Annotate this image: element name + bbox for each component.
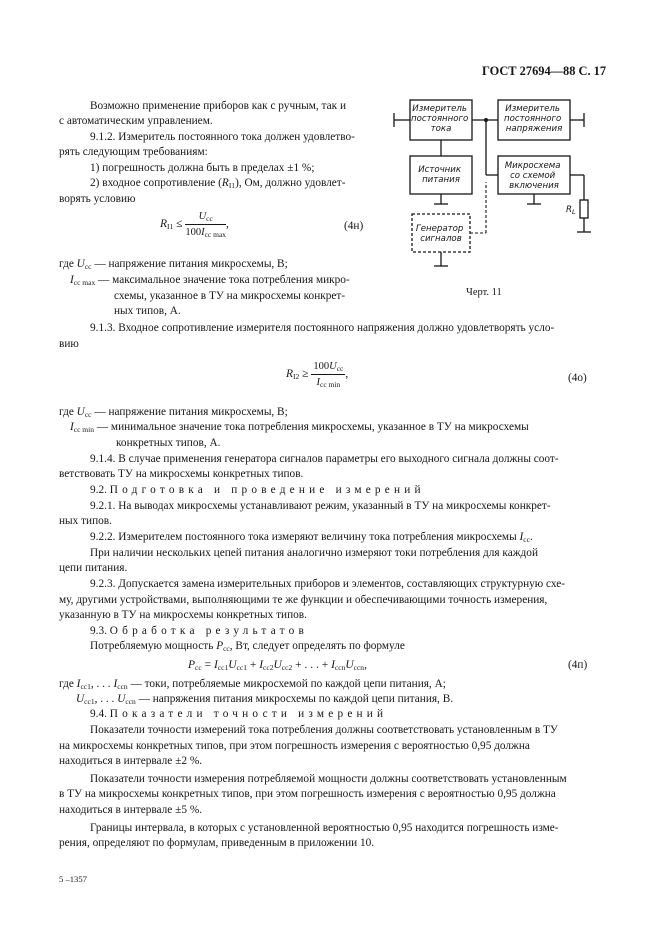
- symbol: I: [76, 678, 81, 690]
- box4-label: Микросхема со схемой включения: [504, 161, 561, 191]
- paragraph-line: 1) погрешность должна быть в пределах ±1 %;: [90, 162, 315, 174]
- subscript: cc1: [236, 663, 247, 672]
- heading-number: 9.2.: [90, 484, 107, 496]
- formula-relation: ≤: [176, 218, 183, 231]
- text-run: , . . .: [94, 693, 115, 705]
- resistor-rl: [580, 200, 588, 218]
- page-header: ГОСТ 27694—88 С. 17: [482, 64, 607, 78]
- formula-tail: ,: [226, 218, 229, 231]
- paragraph-line: указанную в ТУ на микросхемы конкретных типов.: [59, 609, 307, 621]
- paragraph-line: Показатели точности измерения потребляемой мощности должны соответствовать установленным: [90, 773, 567, 785]
- formula-symbol: R: [286, 368, 294, 381]
- page-footer: 5 –1357: [59, 874, 87, 884]
- equation-number: (4п): [568, 659, 588, 671]
- subscript: cc: [206, 214, 213, 223]
- paragraph-line: находиться в интервале ±2 %.: [59, 755, 203, 767]
- subscript: cc: [523, 535, 530, 544]
- block-diagram: [390, 94, 605, 284]
- formula-symbol: U: [273, 659, 282, 671]
- numerator: [185, 210, 226, 225]
- paragraph-line: 9.1.4. В случае применения генератора сигналов параметры его выходного сигнала должны соот-: [90, 453, 559, 465]
- paragraph-line: Показатели точности измерений тока потребления должны соответствовать установленным в ТУ: [90, 724, 558, 736]
- symbol: I: [70, 421, 74, 433]
- paragraph-line: При наличии нескольких цепей питания аналогично измеряют токи потребления для каждой: [90, 547, 538, 559]
- heading-text: Показатели точности измерений: [109, 708, 388, 720]
- subscript: cc: [223, 644, 230, 653]
- paragraph-line: цепи питания.: [59, 562, 128, 574]
- paragraph-line: ных типов.: [59, 515, 112, 527]
- formula-relation: ≥: [302, 368, 309, 381]
- subscript: cc min: [320, 380, 341, 389]
- equation-number: (4н): [344, 220, 364, 232]
- text-run: где: [59, 406, 74, 418]
- formula-operator: +: [249, 659, 257, 671]
- text-run: — напряжение питания микросхемы, В;: [94, 258, 288, 270]
- subscript: cc1: [217, 663, 229, 672]
- paragraph-line: 9.2.3. Допускается замена измерительных приборов и элементов, составляющих структурную схе-: [90, 578, 566, 590]
- paragraph-line: на микросхемы конкретных типов, при этом погрешность измерения с вероятностью 0,95 должна: [59, 740, 530, 752]
- subscript: ccn: [117, 682, 128, 691]
- where-line: конкретных типов, А.: [116, 437, 221, 449]
- paragraph-line: находиться в интервале ±5 %.: [59, 804, 203, 816]
- subscript: cc max: [73, 278, 96, 287]
- paragraph-line: в ТУ на микросхемы конкретных типов, при этом погрешность измерения с вероятностью 0,95 должна: [59, 788, 556, 800]
- formula-symbol: U: [345, 659, 354, 671]
- formula-operator: + . . . +: [295, 659, 329, 671]
- formula-symbol: I: [213, 659, 218, 671]
- text-run: Потребляемую мощность: [90, 640, 214, 652]
- rl-label: $R_L$: [566, 205, 576, 216]
- subscript: I1: [228, 181, 236, 190]
- section-heading: [90, 707, 387, 723]
- formula-4o: [286, 360, 348, 389]
- subscript: I1: [167, 222, 174, 232]
- symbol: U: [76, 258, 85, 270]
- text-run: 9.2.2. Измерителем постоянного тока измеряют величину тока потребления микросхемы: [90, 531, 517, 543]
- formula-symbol: R: [160, 218, 168, 231]
- formula-4n: [160, 210, 229, 239]
- paragraph-line: рения, определяют по формулам, приведенным в приложении 10.: [59, 837, 375, 849]
- text-run: 2) входное сопротивление (: [90, 177, 222, 189]
- where-line: схемы, указанное в ТУ на микросхемы конкрет-: [114, 290, 346, 302]
- box2-label: Измеритель постоянного напряжения: [503, 104, 563, 134]
- text-run: .: [529, 531, 533, 543]
- subscript: cc1: [84, 697, 95, 706]
- box3-label: Источник питания: [418, 165, 462, 185]
- symbol: U: [76, 406, 85, 418]
- text-run: , . . .: [90, 678, 111, 690]
- subscript: cc: [84, 410, 92, 419]
- box5-label: Генератор сигналов: [415, 224, 464, 244]
- paragraph-line: с автоматическим управлением.: [59, 115, 213, 127]
- where-line: [70, 273, 350, 289]
- paragraph-line: [90, 176, 346, 192]
- text-run: — напряжение питания микросхемы, В;: [94, 406, 288, 418]
- paragraph-line: ветствовать ТУ на микросхемы конкретных типов.: [59, 468, 304, 480]
- formula-symbol: U: [228, 659, 237, 671]
- subscript: cc: [336, 364, 344, 373]
- subscript: cc2: [263, 663, 274, 672]
- paragraph-line: [90, 530, 533, 546]
- subscript: cc: [195, 663, 202, 672]
- paragraph-line: вию: [59, 338, 79, 350]
- text-run: ), Ом, должно удовлет-: [235, 177, 346, 189]
- subscript: cc min: [73, 425, 94, 434]
- formula-tail: ,: [364, 659, 367, 671]
- paragraph-line: [90, 639, 405, 655]
- subscript: ccn: [125, 697, 136, 706]
- coefficient: 100: [313, 361, 330, 372]
- text-run: где: [59, 678, 74, 690]
- text-run: — минимальное значение тока потребления микросхемы, указанное в ТУ на микросхемы: [96, 421, 529, 433]
- where-line: [70, 420, 529, 436]
- subscript: I2: [293, 372, 300, 382]
- where-line: [76, 692, 453, 708]
- symbol: U: [117, 693, 126, 705]
- heading-text: Подготовка и проведение измерений: [109, 484, 425, 496]
- symbol: I: [70, 274, 74, 286]
- text-run: , Вт, следует определять по формуле: [229, 640, 405, 652]
- equation-number: (4о): [568, 372, 587, 384]
- subscript: cc2: [281, 663, 293, 672]
- fraction: [185, 210, 226, 239]
- text-run: — максимальное значение тока потребления микро-: [98, 274, 350, 286]
- formula-symbol: I: [331, 659, 335, 671]
- subscript: cc1: [80, 682, 91, 691]
- formula-tail: ,: [345, 368, 349, 381]
- denominator: [311, 375, 345, 389]
- symbol: P: [216, 640, 224, 652]
- text-run: где: [59, 258, 74, 270]
- paragraph-line: 9.1.2. Измеритель постоянного тока должен удовлетво-: [90, 131, 355, 143]
- text-run: — напряжения питания микросхемы по каждой цепи питания, В.: [138, 693, 454, 705]
- symbol-r: R: [221, 177, 229, 189]
- coefficient: 100: [185, 227, 202, 238]
- symbol: I: [519, 531, 524, 543]
- paragraph-line: ворять условию: [59, 193, 136, 205]
- formula-symbol: I: [201, 227, 205, 238]
- where-line: ных типов, А.: [114, 305, 181, 317]
- denominator: [185, 225, 226, 239]
- formula-symbol: I: [259, 659, 264, 671]
- paragraph-line: рять следующим требованиям:: [59, 146, 208, 158]
- formula-symbol: P: [188, 659, 196, 671]
- paragraph-line: 9.1.3. Входное сопротивление измерителя постоянного напряжения должно удовлетворять усло-: [90, 322, 555, 334]
- subscript: ccn: [353, 663, 365, 672]
- subscript: cc: [84, 262, 92, 271]
- heading-number: 9.3.: [90, 625, 107, 637]
- subscript: cc max: [204, 230, 227, 239]
- box1-label: Измеритель постоянного тока: [410, 104, 469, 134]
- formula-relation: =: [204, 659, 212, 671]
- heading-text: Обработка результатов: [109, 625, 308, 637]
- where-line: [59, 677, 446, 693]
- formula-symbol: I: [316, 377, 320, 388]
- formula-4p: [188, 658, 367, 674]
- paragraph-line: му, другими устройствами, выполняющими те же функции и обеспечивающими точность измерения,: [59, 594, 548, 606]
- numerator: [311, 360, 345, 375]
- paragraph-line: Границы интервала, в которых с установленной вероятностью 0,95 находится погрешность изме-: [90, 822, 559, 834]
- formula-symbol: U: [329, 361, 337, 372]
- section-heading: [90, 624, 308, 640]
- symbol: I: [113, 678, 118, 690]
- where-line: [59, 257, 288, 273]
- formula-symbol: U: [198, 211, 207, 222]
- text-run: — токи, потребляемые микросхемой по каждой цепи питания, А;: [130, 678, 446, 690]
- figure-caption: Черт. 11: [466, 287, 502, 298]
- heading-number: 9.4.: [90, 708, 107, 720]
- where-line: [59, 405, 288, 421]
- paragraph-line: 9.2.1. На выводах микросхемы устанавливают режим, указанный в ТУ на микросхемы конкрет-: [90, 500, 551, 512]
- section-heading: [90, 483, 425, 499]
- paragraph-line: Возможно применение приборов как с ручным, так и: [90, 100, 346, 112]
- subscript: ccn: [334, 663, 346, 672]
- fraction: [311, 360, 345, 389]
- junction-dot: [484, 118, 488, 122]
- symbol: U: [76, 693, 85, 705]
